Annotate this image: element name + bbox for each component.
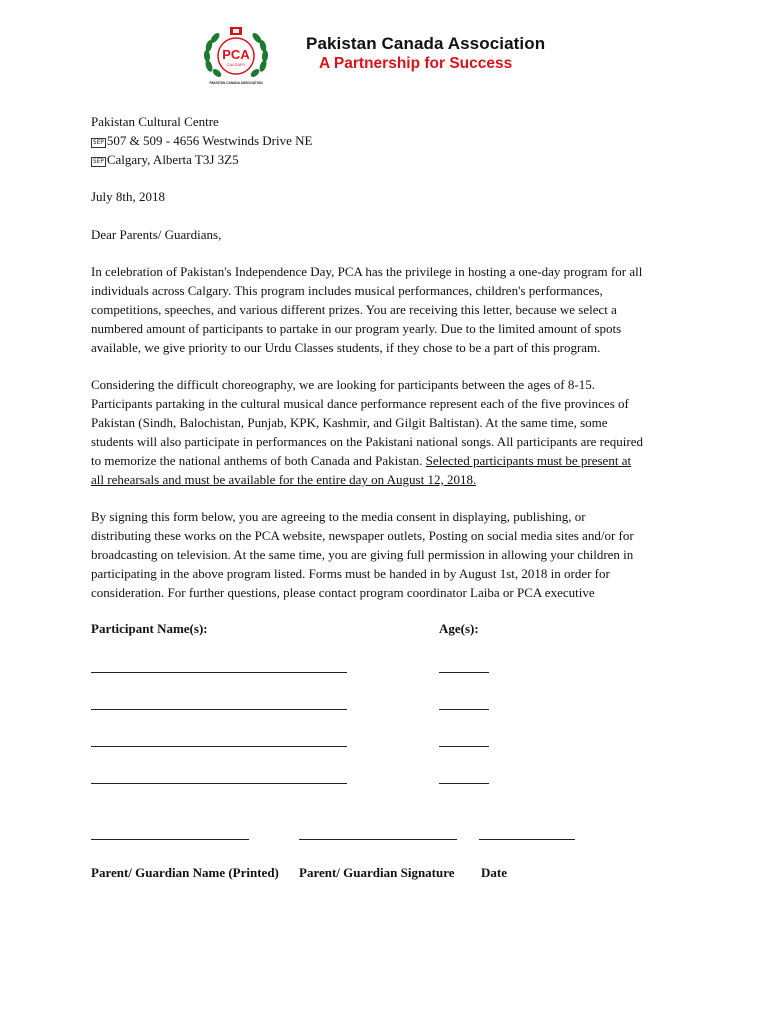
paragraph-1: In celebration of Pakistan's Independence Day, PCA has the privilege in hosting a one-day program for all individuals across Calgary. This program includes musical performances, children's performances, competitions, speeches, and various different prizes. You are receiving this letter, because we select a numbered amount of participants to partake in our program yearly. Due to the limited amount of spots available, we give priority to our Urdu Classes students, if they chose to be a part of this program. [91,264,643,355]
letter-date: July 8th, 2018 [91,189,166,204]
guardian-name-label: Parent/ Guardian Name (Printed) [91,865,279,880]
tagline: A Partnership for Success [319,55,513,72]
sep-glyph-icon: SEP [93,139,104,146]
date-label: Date [481,865,507,880]
pca-logo [200,26,272,86]
age-field[interactable] [439,783,489,784]
logo-text: PCA [222,47,250,62]
participant-names-label: Participant Name(s): [91,621,208,636]
participant-name-field[interactable] [91,746,347,747]
logo-subtext: CALGARY [226,62,246,67]
paragraph-2: Considering the difficult choreography, we are looking for participants between the ages of 8-15. Participants partaking in the cultural musical dance performance represent each of the five provinces of Pakistan (Sindh, Balochistan, Punjab, KPK, Kashmir, and Gilgit Baltistan). At the same time, some students will also participate in performances on the Pakistani national songs. All participants are required to memorize the national anthems of both Canada and Pakistan. Selected participants must be present at all rehearsals and must be available for the entire day on August 12, 2018. [91,375,691,489]
logo-ring-text: PAKISTAN CANADA ASSOCIATION [209,81,263,85]
age-field[interactable] [439,709,489,710]
participant-name-field[interactable] [91,672,347,673]
guardian-signature-label: Parent/ Guardian Signature [299,865,455,880]
rehearsal-requirement-cont: all rehearsals and must be available for the entire day on August 12, 2018. [91,472,477,487]
guardian-name-field[interactable] [91,839,249,840]
address-line-1: Pakistan Cultural Centre [91,114,219,129]
paragraph-3: By signing this form below, you are agreeing to the media consent in displaying, publishing, or distributing these works on the PCA website, newspaper outlets, Posting on social media sites and/or for broadcasting on television. At the same time, you are giving full permission in allowing your children in participating in the above program listed. Forms must be handed in by August 1st, 2018 in order for consideration. For further questions, please contact program coordinator Laiba or PCA executive [91,509,634,600]
org-name: Pakistan Canada Association [306,34,546,53]
age-field[interactable] [439,746,489,747]
participant-name-field[interactable] [91,783,347,784]
address-line-3: SEP Calgary, Alberta T3J 3Z5 [93,152,239,167]
address-line-2: SEP 507 & 509 - 4656 Westwinds Drive NE [93,133,313,148]
salutation: Dear Parents/ Guardians, [91,227,222,242]
rehearsal-requirement: Selected participants must be present at [425,453,632,468]
participant-name-field[interactable] [91,709,347,710]
sep-glyph-icon: SEP [93,158,104,165]
ages-label: Age(s): [439,621,479,636]
date-field[interactable] [479,839,575,840]
guardian-signature-field[interactable] [299,839,457,840]
age-field[interactable] [439,672,489,673]
